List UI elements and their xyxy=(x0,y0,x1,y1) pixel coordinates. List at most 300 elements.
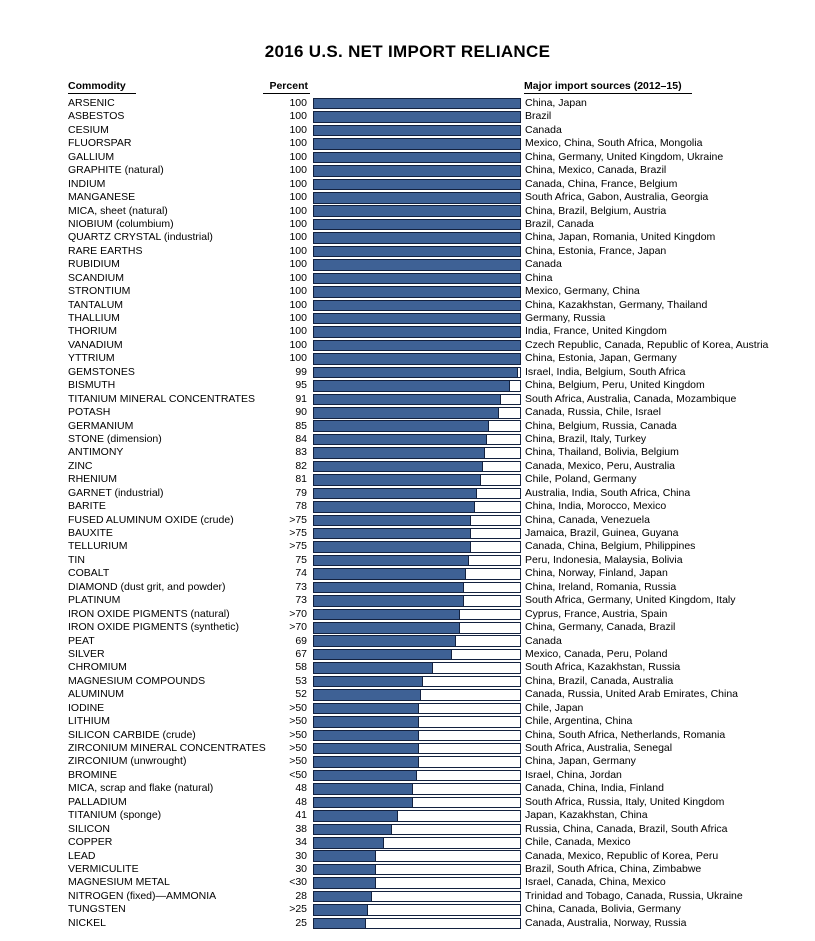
table-row xyxy=(0,742,815,755)
bar-track xyxy=(313,609,521,621)
sources-label: China, Japan, Romania, United Kingdom xyxy=(525,231,716,244)
commodity-label: ANTIMONY xyxy=(68,446,124,459)
import-bar xyxy=(310,205,521,217)
bar-fill xyxy=(314,919,366,929)
percent-value: 28 xyxy=(295,889,307,902)
table-row xyxy=(0,487,815,500)
commodity-label: NICKEL xyxy=(68,916,106,929)
sources-label: Chile, Argentina, China xyxy=(525,715,633,728)
bar-track xyxy=(313,918,521,930)
bar-fill xyxy=(314,905,368,915)
percent-value: 95 xyxy=(295,379,307,392)
import-bar xyxy=(310,501,521,513)
import-bar xyxy=(310,192,521,204)
bar-track xyxy=(313,420,521,432)
table-row xyxy=(0,205,815,218)
import-bar xyxy=(310,716,521,728)
percent-value: >70 xyxy=(289,621,307,634)
commodity-label: RUBIDIUM xyxy=(68,258,120,271)
sources-label: Chile, Canada, Mexico xyxy=(525,836,631,849)
table-row xyxy=(0,648,815,661)
percent-value: 100 xyxy=(289,312,307,324)
percent-value: 25 xyxy=(295,916,307,929)
import-bar xyxy=(310,730,521,742)
table-row xyxy=(0,903,815,916)
bar-track xyxy=(313,367,521,379)
sources-label: Canada xyxy=(525,634,562,647)
table-row xyxy=(0,688,815,701)
table-row xyxy=(0,554,815,567)
bar-fill xyxy=(314,99,520,109)
sources-label: Canada, Mexico, Republic of Korea, Peru xyxy=(525,849,719,862)
commodity-label: LITHIUM xyxy=(68,715,110,728)
commodity-label: MAGNESIUM METAL xyxy=(68,876,170,889)
bar-fill xyxy=(314,421,489,431)
percent-value: 99 xyxy=(295,365,307,378)
table-row xyxy=(0,446,815,459)
import-bar xyxy=(310,461,521,473)
bar-track xyxy=(313,797,521,809)
bar-track xyxy=(313,313,521,325)
percent-value: <50 xyxy=(289,768,307,781)
table-row xyxy=(0,729,815,742)
sources-label: Japan, Kazakhstan, China xyxy=(525,809,648,822)
sources-label: South Africa, Australia, Senegal xyxy=(525,742,673,754)
import-bar xyxy=(310,609,521,621)
table-row xyxy=(0,850,815,863)
table-row xyxy=(0,836,815,849)
bar-track xyxy=(313,138,521,150)
percent-value: >50 xyxy=(289,742,307,754)
sources-label: Chile, Japan xyxy=(525,701,584,714)
bar-track xyxy=(313,273,521,285)
percent-value: 100 xyxy=(289,164,307,177)
import-bar xyxy=(310,447,521,459)
import-bar xyxy=(310,555,521,567)
import-bar xyxy=(310,232,521,244)
import-bar xyxy=(310,622,521,634)
percent-value: 100 xyxy=(289,204,307,217)
commodity-label: RARE EARTHS xyxy=(68,244,143,257)
bar-fill xyxy=(314,166,520,176)
bar-track xyxy=(313,864,521,876)
bar-fill xyxy=(314,583,464,593)
table-row xyxy=(0,460,815,473)
table-row xyxy=(0,702,815,715)
sources-label: Mexico, Germany, China xyxy=(525,285,640,298)
import-bar xyxy=(310,165,521,177)
bar-track xyxy=(313,582,521,594)
sources-label: China, Germany, United Kingdom, Ukraine xyxy=(525,150,724,163)
percent-value: 100 xyxy=(289,352,307,365)
percent-value: 73 xyxy=(295,594,307,607)
import-bar xyxy=(310,246,521,258)
commodity-label: GRAPHITE (natural) xyxy=(68,164,164,177)
import-bar xyxy=(310,783,521,795)
table-row xyxy=(0,917,815,930)
commodity-label: NIOBIUM (columbium) xyxy=(68,217,174,230)
table-row xyxy=(0,823,815,836)
import-bar xyxy=(310,273,521,285)
percent-value: 100 xyxy=(289,123,307,136)
percent-value: 79 xyxy=(295,486,307,499)
bar-track xyxy=(313,716,521,728)
bar-fill xyxy=(314,650,452,660)
bar-fill xyxy=(314,153,520,163)
percent-value: >50 xyxy=(289,728,307,741)
bar-track xyxy=(313,434,521,446)
commodity-label: ASBESTOS xyxy=(68,110,125,123)
import-bar xyxy=(310,394,521,406)
commodity-label: SILICON xyxy=(68,822,111,835)
table-row xyxy=(0,191,815,204)
bar-track xyxy=(313,488,521,500)
percent-value: >50 xyxy=(289,755,307,768)
table-row xyxy=(0,312,815,325)
commodity-label: VERMICULITE xyxy=(68,862,139,875)
bar-track xyxy=(313,810,521,822)
commodity-label: THORIUM xyxy=(68,325,117,338)
bar-track xyxy=(313,353,521,365)
bar-track xyxy=(313,756,521,768)
bar-fill xyxy=(314,690,421,700)
bar-track xyxy=(313,676,521,688)
import-bar xyxy=(310,703,521,715)
table-row xyxy=(0,527,815,540)
percent-value: 100 xyxy=(289,244,307,257)
bar-track xyxy=(313,340,521,352)
sources-label: Germany, Russia xyxy=(525,312,606,324)
column-header-sources: Major import sources (2012–15) xyxy=(524,80,692,94)
commodity-label: ALUMINUM xyxy=(68,688,125,701)
table-row xyxy=(0,567,815,580)
bar-track xyxy=(313,635,521,647)
bar-fill xyxy=(314,516,471,526)
sources-label: Canada, Russia, Chile, Israel xyxy=(525,406,661,419)
bar-track xyxy=(313,219,521,231)
commodity-label: TITANIUM (sponge) xyxy=(68,809,162,822)
commodity-label: COBALT xyxy=(68,567,110,580)
bar-track xyxy=(313,165,521,177)
commodity-label: PEAT xyxy=(68,634,95,647)
import-bar xyxy=(310,649,521,661)
column-header-commodity: Commodity xyxy=(68,80,136,94)
import-bar xyxy=(310,635,521,647)
import-bar xyxy=(310,756,521,768)
percent-value: 100 xyxy=(289,97,307,109)
commodity-label: BISMUTH xyxy=(68,379,116,392)
bar-fill xyxy=(314,408,499,418)
table-row xyxy=(0,715,815,728)
bar-track xyxy=(313,461,521,473)
bar-track xyxy=(313,300,521,312)
commodity-label: BARITE xyxy=(68,500,106,513)
import-bar xyxy=(310,340,521,352)
import-bar xyxy=(310,98,521,110)
bar-track xyxy=(313,891,521,903)
percent-value: 100 xyxy=(289,231,307,244)
import-bar xyxy=(310,138,521,150)
sources-label: Canada, China, France, Belgium xyxy=(525,177,678,190)
percent-value: 74 xyxy=(295,567,307,580)
sources-label: Peru, Indonesia, Malaysia, Bolivia xyxy=(525,553,683,566)
table-row xyxy=(0,594,815,607)
table-row xyxy=(0,272,815,285)
table-row xyxy=(0,863,815,876)
sources-label: South Africa, Australia, Canada, Mozambique xyxy=(525,392,737,405)
bar-fill xyxy=(314,368,518,378)
import-bar xyxy=(310,125,521,137)
sources-label: Mexico, Canada, Peru, Poland xyxy=(525,647,668,660)
bar-fill xyxy=(314,233,520,243)
bar-fill xyxy=(314,301,520,311)
bar-track xyxy=(313,179,521,191)
bar-track xyxy=(313,783,521,795)
percent-value: 67 xyxy=(295,647,307,660)
percent-value: 100 xyxy=(289,110,307,123)
commodity-label: TANTALUM xyxy=(68,298,124,311)
table-row xyxy=(0,151,815,164)
sources-label: China, Thailand, Bolivia, Belgium xyxy=(525,446,679,459)
commodity-label: PLATINUM xyxy=(68,594,121,607)
table-row xyxy=(0,218,815,231)
percent-value: 34 xyxy=(295,836,307,849)
sources-label: Israel, India, Belgium, South Africa xyxy=(525,365,686,378)
bar-track xyxy=(313,689,521,701)
bar-track xyxy=(313,662,521,674)
bar-fill xyxy=(314,381,510,391)
bar-track xyxy=(313,730,521,742)
import-bar xyxy=(310,824,521,836)
bar-track xyxy=(313,541,521,553)
page-title: 2016 U.S. NET IMPORT RELIANCE xyxy=(264,42,551,61)
percent-value: >75 xyxy=(289,513,307,526)
bar-track xyxy=(313,743,521,755)
percent-value: >50 xyxy=(289,715,307,728)
bar-fill xyxy=(314,193,520,203)
bar-track xyxy=(313,98,521,110)
sources-label: Jamaica, Brazil, Guinea, Guyana xyxy=(525,527,679,539)
bar-track xyxy=(313,326,521,338)
commodity-label: ZINC xyxy=(68,459,93,472)
import-bar xyxy=(310,300,521,312)
commodity-label: PALLADIUM xyxy=(68,795,127,808)
bar-track xyxy=(313,232,521,244)
bar-fill xyxy=(314,314,520,324)
bar-track xyxy=(313,770,521,782)
bar-fill xyxy=(314,569,466,579)
import-bar xyxy=(310,152,521,164)
sources-label: India, France, United Kingdom xyxy=(525,325,667,338)
table-row xyxy=(0,473,815,486)
bar-fill xyxy=(314,112,520,122)
bar-fill xyxy=(314,180,520,190)
percent-value: 84 xyxy=(295,432,307,445)
import-bar xyxy=(310,797,521,809)
sources-label: Brazil, South Africa, China, Zimbabwe xyxy=(525,862,702,875)
table-row xyxy=(0,339,815,352)
commodity-label: INDIUM xyxy=(68,177,106,190)
import-bar xyxy=(310,380,521,392)
import-bar xyxy=(310,877,521,889)
commodity-label: MICA, scrap and flake (natural) xyxy=(68,782,214,795)
commodity-label: SCANDIUM xyxy=(68,271,125,284)
sources-label: China, Germany, Canada, Brazil xyxy=(525,621,676,634)
bar-fill xyxy=(314,865,376,875)
percent-value: 58 xyxy=(295,661,307,674)
percent-value: 38 xyxy=(295,822,307,835)
bar-fill xyxy=(314,731,419,741)
bar-fill xyxy=(314,448,485,458)
commodity-label: SILVER xyxy=(68,647,105,660)
bar-fill xyxy=(314,354,520,364)
bar-fill xyxy=(314,623,460,633)
commodity-label: DIAMOND (dust grit, and powder) xyxy=(68,580,226,593)
import-bar xyxy=(310,259,521,271)
import-bar xyxy=(310,582,521,594)
bar-track xyxy=(313,515,521,527)
table-row xyxy=(0,285,815,298)
table-row xyxy=(0,406,815,419)
import-bar xyxy=(310,515,521,527)
bar-fill xyxy=(314,341,520,351)
chart-rows xyxy=(0,97,815,930)
percent-value: 48 xyxy=(295,782,307,795)
percent-value: 100 xyxy=(289,285,307,298)
column-header-percent: Percent xyxy=(263,80,310,94)
bar-fill xyxy=(314,878,376,888)
sources-label: China, Brazil, Canada, Australia xyxy=(525,674,674,687)
commodity-label: POTASH xyxy=(68,406,111,419)
bar-fill xyxy=(314,206,520,216)
commodity-label: MICA, sheet (natural) xyxy=(68,204,168,217)
commodity-label: IRON OXIDE PIGMENTS (synthetic) xyxy=(68,621,239,634)
commodity-label: ZIRCONIUM (unwrought) xyxy=(68,755,187,768)
import-bar xyxy=(310,595,521,607)
bar-track xyxy=(313,555,521,567)
sources-label: China, Canada, Bolivia, Germany xyxy=(525,903,681,916)
sources-label: Israel, Canada, China, Mexico xyxy=(525,876,666,889)
bar-fill xyxy=(314,610,460,620)
percent-value: 78 xyxy=(295,500,307,513)
commodity-label: ZIRCONIUM MINERAL CONCENTRATES xyxy=(68,742,266,754)
bar-fill xyxy=(314,542,471,552)
import-bar xyxy=(310,676,521,688)
sources-label: China, Canada, Venezuela xyxy=(525,513,650,526)
commodity-label: TITANIUM MINERAL CONCENTRATES xyxy=(68,392,256,405)
bar-fill xyxy=(314,704,419,714)
table-row xyxy=(0,164,815,177)
percent-value: 81 xyxy=(295,473,307,486)
sources-label: South Africa, Russia, Italy, United Kingdom xyxy=(525,795,725,808)
commodity-label: SILICON CARBIDE (crude) xyxy=(68,728,196,741)
commodity-label: IRON OXIDE PIGMENTS (natural) xyxy=(68,607,230,620)
sources-label: Cyprus, France, Austria, Spain xyxy=(525,607,668,620)
percent-value: 100 xyxy=(289,338,307,351)
table-row xyxy=(0,514,815,527)
percent-value: 73 xyxy=(295,580,307,593)
commodity-label: CESIUM xyxy=(68,123,109,136)
sources-label: Chile, Poland, Germany xyxy=(525,473,637,486)
bar-fill xyxy=(314,139,520,149)
percent-value: 75 xyxy=(295,553,307,566)
commodity-label: THALLIUM xyxy=(68,312,120,324)
bar-track xyxy=(313,259,521,271)
bar-fill xyxy=(314,596,464,606)
sources-label: China, Estonia, France, Japan xyxy=(525,244,667,257)
table-row xyxy=(0,137,815,150)
table-row xyxy=(0,366,815,379)
commodity-label: BAUXITE xyxy=(68,527,113,539)
sources-label: Canada, China, India, Finland xyxy=(525,782,664,795)
commodity-label: CHROMIUM xyxy=(68,661,127,674)
import-bar xyxy=(310,541,521,553)
percent-value: 48 xyxy=(295,795,307,808)
bar-track xyxy=(313,904,521,916)
table-row xyxy=(0,393,815,406)
import-bar xyxy=(310,353,521,365)
table-row xyxy=(0,325,815,338)
table-row xyxy=(0,890,815,903)
import-bar xyxy=(310,434,521,446)
percent-value: >25 xyxy=(289,903,307,916)
sources-label: South Africa, Kazakhstan, Russia xyxy=(525,661,681,674)
sources-label: China, Mexico, Canada, Brazil xyxy=(525,164,667,177)
table-row xyxy=(0,178,815,191)
table-row xyxy=(0,245,815,258)
table-row xyxy=(0,755,815,768)
bar-track xyxy=(313,703,521,715)
percent-value: 100 xyxy=(289,298,307,311)
bar-fill xyxy=(314,757,419,767)
commodity-label: RHENIUM xyxy=(68,473,117,486)
percent-value: 82 xyxy=(295,459,307,472)
bar-track xyxy=(313,111,521,123)
percent-value: >75 xyxy=(289,540,307,553)
import-bar xyxy=(310,662,521,674)
table-row xyxy=(0,581,815,594)
sources-label: China, India, Morocco, Mexico xyxy=(525,500,667,513)
percent-value: 100 xyxy=(289,217,307,230)
bar-fill xyxy=(314,556,469,566)
table-row xyxy=(0,608,815,621)
import-bar xyxy=(310,488,521,500)
sources-label: South Africa, Gabon, Australia, Georgia xyxy=(525,191,709,204)
percent-value: 30 xyxy=(295,849,307,862)
percent-value: >50 xyxy=(289,701,307,714)
percent-value: 30 xyxy=(295,862,307,875)
table-row xyxy=(0,110,815,123)
sources-label: Brazil, Canada xyxy=(525,217,594,230)
commodity-label: IODINE xyxy=(68,701,105,714)
import-bar xyxy=(310,313,521,325)
table-row xyxy=(0,97,815,110)
import-bar xyxy=(310,810,521,822)
bar-fill xyxy=(314,462,483,472)
commodity-label: TELLURIUM xyxy=(68,540,128,553)
sources-label: Canada, China, Belgium, Philippines xyxy=(525,540,696,553)
bar-track xyxy=(313,125,521,137)
table-row xyxy=(0,352,815,365)
bar-track xyxy=(313,649,521,661)
table-row xyxy=(0,299,815,312)
bar-track xyxy=(313,824,521,836)
import-bar xyxy=(310,891,521,903)
column-headers xyxy=(0,79,815,95)
import-bar xyxy=(310,179,521,191)
percent-value: 100 xyxy=(289,258,307,271)
bar-fill xyxy=(314,475,481,485)
